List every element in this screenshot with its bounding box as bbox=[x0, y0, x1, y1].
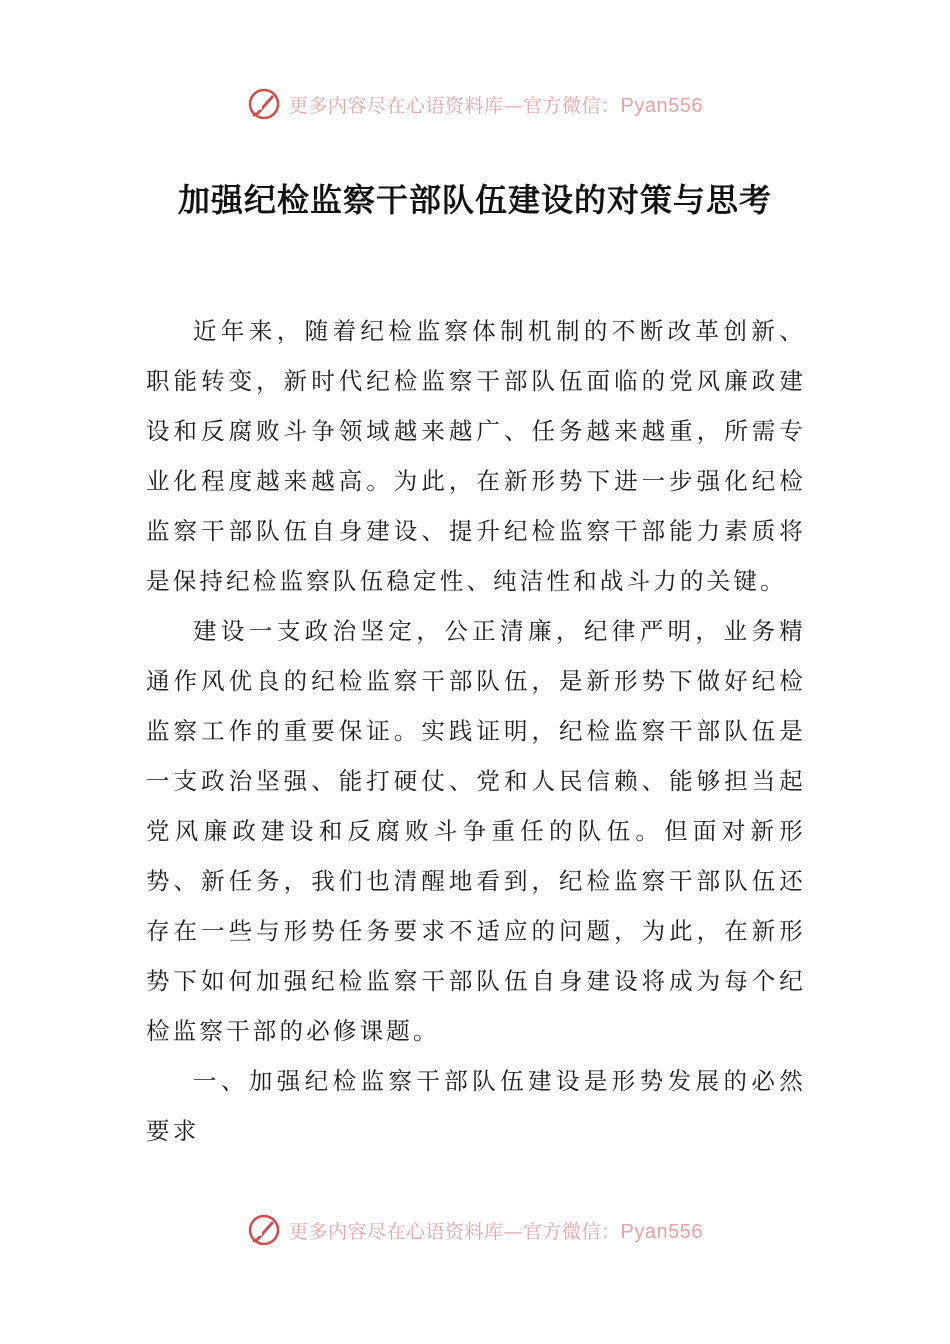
watermark-dash: — bbox=[503, 94, 524, 117]
watermark-text bbox=[289, 91, 703, 118]
watermark-official-label: 官方微信： bbox=[523, 1220, 621, 1243]
section-heading-one: 一、加强纪检监察干部队伍建设是形势发展的必然要求 bbox=[146, 1067, 806, 1145]
watermark-site-text: 更多内容尽在心语资料库 bbox=[289, 1220, 504, 1243]
watermark-banner-bottom bbox=[0, 1210, 950, 1250]
document-title: 加强纪检监察干部队伍建设的对策与思考 bbox=[177, 181, 772, 219]
quill-pen-logo-icon bbox=[247, 87, 281, 121]
paragraph-importance: 建设一支政治坚定，公正清廉，纪律严明，业务精通作风优良的纪检监察干部队伍，是新形势下做好纪检监察工作的重要保证。实践证明，纪检监察干部队伍是一支政治坚强、能打硬仗、党和人民信赖、能够担当起党风廉政建设和反腐败斗争重任的队伍。但面对新形势、新任务，我们也清醒地看到，纪检监察干部队伍还存在一些与形势任务要求不适应的问题，为此，在新形势下如何加强纪检监察干部队伍自身建设将成为每个纪检监察干部的必修课题。 bbox=[146, 617, 806, 1045]
watermark-site-text: 更多内容尽在心语资料库 bbox=[289, 94, 504, 117]
watermark-text bbox=[289, 1217, 703, 1244]
watermark-account: Pyan556 bbox=[620, 1220, 703, 1243]
paragraph-intro: 近年来，随着纪检监察体制机制的不断改革创新、职能转变，新时代纪检监察干部队伍面临的党风廉政建设和反腐败斗争领域越来越广、任务越来越重，所需专业化程度越来越高。为此，在新形势下进一步强化纪检监察干部队伍自身建设、提升纪检监察干部能力素质将是保持纪检监察队伍稳定性、纯洁性和战斗力的关键。 bbox=[146, 317, 806, 595]
watermark-official-label: 官方微信： bbox=[523, 94, 621, 117]
watermark-dash: — bbox=[503, 1220, 524, 1243]
watermark-account: Pyan556 bbox=[620, 94, 703, 117]
quill-pen-logo-icon bbox=[247, 1213, 281, 1247]
document-body bbox=[146, 306, 806, 1156]
watermark-banner-top bbox=[0, 84, 950, 124]
